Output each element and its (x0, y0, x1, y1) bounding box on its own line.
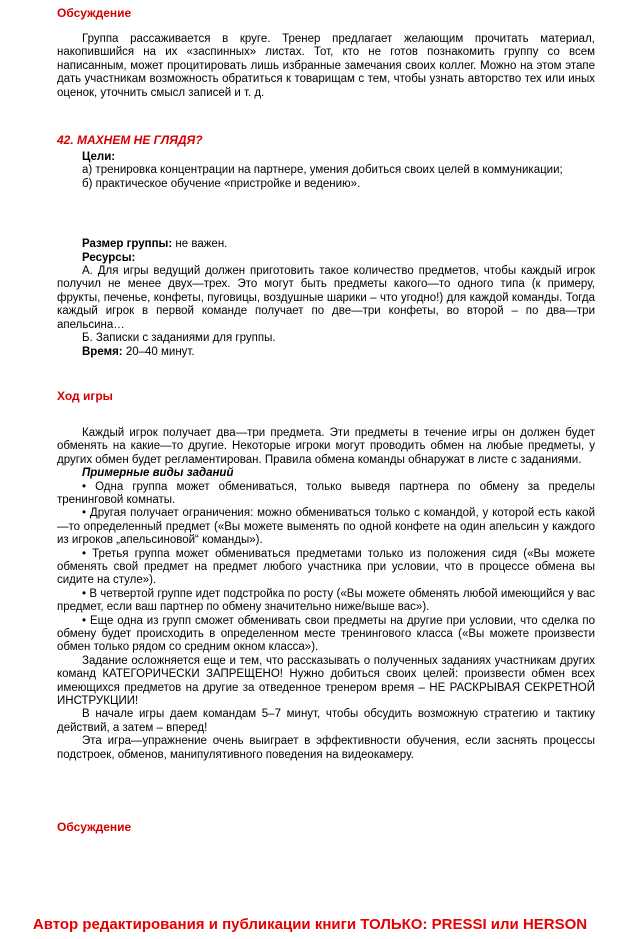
publisher-footer: Автор редактирования и публикации книги ТОЛЬКО: PRESSI или HERSON (32, 916, 588, 933)
video-note-paragraph: Эта игра—упражнение очень выиграет в эффективности обучения, если заснять процессы подстроек, обменов, манипулятивного поведения на видеокамеру. (57, 735, 595, 761)
time-label: Время: (82, 345, 123, 358)
task-bullet-1: • Одна группа может обмениваться, только выведя партнера по обмену за пределы тренинговой комнаты. (57, 480, 595, 506)
discussion-heading-bottom: Обсуждение (57, 820, 132, 835)
group-size-line (57, 238, 595, 251)
resource-item-a: А. Для игры ведущий должен приготовить такое количество предметов, чтобы каждый игрок получил не менее двух—трех. Это могут быть предметы какого—то одного типа (к примеру, фрукты, печенье, конфеты, пуговицы, воздушные шарики – что угодно!) для каждой команды. Тогда каждый игрок в первой команде получает по две—три конфеты, во второй – по два—три апельсина… (57, 265, 595, 331)
discussion-heading-top: Обсуждение (57, 6, 132, 20)
strategy-paragraph: В начале игры даем командам 5–7 минут, чтобы обсудить возможную стратегию и тактику действий, а затем – вперед! (57, 708, 595, 734)
goal-item-a: а) тренировка концентрации на партнере, умения добиться своих целей в коммуникации; (82, 164, 563, 177)
exercise-title-heading: 42. МАХНЕМ НЕ ГЛЯДЯ? (57, 133, 203, 148)
group-size-value: не важен. (172, 238, 228, 251)
discussion-intro-paragraph: Группа рассаживается в круге. Тренер предлагает желающим прочитать материал, накопившийся на их «заспинных» листах. Тот, кто не готов познакомить группу со всем написанным, может процитировать лишь избранные замечания своих коллег. Можно на этом этапе дать участникам возможность обратиться к товарищам с тем, чтобы узнать авторство тех или иных оценок, уточнить смысл записей и т. д. (57, 33, 595, 99)
time-line (57, 346, 595, 359)
flow-intro-paragraph: Каждый игрок получает два—три предмета. Эти предметы в течение игры он должен будет обменять на какие—то другие. Некоторые игроки могут проводить обмен на любые предметы, у других обмен будет регламентирован. Правила обмена команды обнаружат в листе с заданиями. (57, 426, 595, 466)
resource-item-b: Б. Записки с заданиями для группы. (82, 332, 276, 345)
goal-item-b: б) практическое обучение «пристройке и ведению». (82, 177, 361, 190)
task-bullet-3: • Третья группа может обмениваться предметами только из положения сидя («Вы можете обменять свой предмет на предмет любого участника при условии, что в процессе обмена вы сидите на стуле»). (57, 547, 595, 587)
task-bullet-2: • Другая получает ограничения: можно обмениваться только с командой, у которой есть какой—то определенный предмет («Вы можете выменять по одной конфете на один апельсин у каждого из игроков „апельсиновой“ команды»). (57, 507, 595, 547)
task-examples-title: Примерные виды заданий (82, 467, 234, 480)
task-bullet-5: • Еще одна из групп сможет обменивать свои предметы на другие при условии, что сделка по обмену будет происходить в определенном месте тренингового класса («Вы можете произвести обмен только рядом со средним окном класса»). (57, 614, 595, 654)
task-bullet-4: • В четвертой группе идет подстройка по росту («Вы можете обменять любой имеющийся у вас предмет, если ваш партнер по обмену значительно ниже/выше вас»). (57, 587, 595, 614)
group-size-label: Размер группы: (82, 238, 173, 251)
warning-paragraph: Задание осложняется еще и тем, что рассказывать о полученных заданиях участникам других команд КАТЕГОРИЧЕСКИ ЗАПРЕЩЕНО! Нужно добиться своих целей: произвести обмен всех имеющихся предметов на другие за отведенное тренером время – НЕ РАСКРЫВАЯ СЕКРЕТНОЙ ИНСТРУКЦИИ! (57, 654, 595, 708)
resources-label: Ресурсы: (82, 251, 136, 264)
goals-label: Цели: (82, 151, 116, 164)
time-value: 20–40 минут. (122, 345, 195, 358)
game-flow-heading: Ход игры (57, 388, 113, 403)
